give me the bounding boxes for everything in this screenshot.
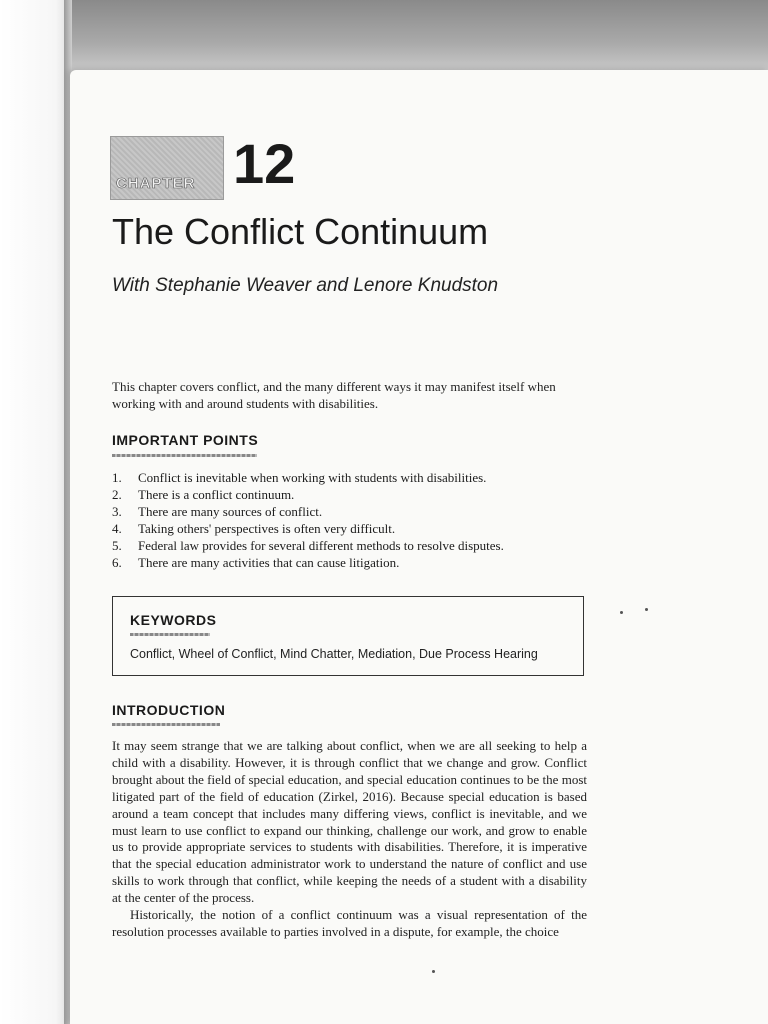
list-text: Federal law provides for several different methods to resolve disputes. [138,538,504,553]
heading-underline [130,633,210,636]
keywords-text: Conflict, Wheel of Conflict, Mind Chatter, Mediation, Due Process Hearing [130,647,538,661]
list-number: 6. [112,555,122,570]
paragraph: It may seem strange that we are talking about conflict, when we are all seeking to help a child with a disability. However, it is through conflict that we change and grow. Conflict brought about the field of special education, and special education continues to be the most litigated part of the field of education (Zirkel, 2016). Because special education is based around a team concept that includes many differing views, conflict is inevitable, and we must learn to use conflict to expand our thinking, challenge our work, and grow to enable us to provide appropriate services to students with disabilities. Therefore, it is imperative that the special education administrator work to understand the nature of conflict and use skills to work through that conflict, while keeping the needs of a student with a disability at the center of the process. [112,738,587,906]
list-number: 1. [112,470,122,485]
introduction-heading: INTRODUCTION [112,702,226,718]
heading-underline [112,454,257,457]
list-text: There is a conflict continuum. [138,487,295,502]
list-number: 4. [112,521,122,536]
important-point-item [112,469,582,486]
important-point-item [112,554,582,571]
list-text: Conflict is inevitable when working with students with disabilities. [138,470,487,485]
list-number: 5. [112,538,122,553]
scan-left-margin [0,0,70,1024]
introduction-body [112,738,587,941]
heading-underline [112,723,220,726]
important-points-list [112,469,582,571]
important-points-heading: IMPORTANT POINTS [112,432,259,448]
scan-speck [432,970,435,973]
important-point-item [112,486,582,503]
list-text: There are many activities that can cause litigation. [138,555,400,570]
chapter-title: The Conflict Continuum [112,211,489,252]
chapter-label: CHAPTER [116,175,196,192]
important-point-item [112,520,582,537]
important-point-item [112,503,582,520]
chapter-authors: With Stephanie Weaver and Lenore Knudston [112,275,499,296]
chapter-number: 12 [233,132,296,195]
keywords-box [112,596,584,676]
list-text: There are many sources of conflict. [138,504,323,519]
list-number: 3. [112,504,122,519]
list-number: 2. [112,487,122,502]
keywords-heading: KEYWORDS [130,612,217,628]
list-text: Taking others' perspectives is often very difficult. [138,521,396,536]
paragraph: Historically, the notion of a conflict continuum was a visual representation of the resolution processes available to parties involved in a dispute, for example, the choice [112,907,587,939]
important-point-item [112,537,582,554]
scan-speck [645,608,648,611]
scan-speck [620,611,623,614]
chapter-summary: This chapter covers conflict, and the many different ways it may manifest itself when working with and around students with disabilities. [112,379,556,411]
